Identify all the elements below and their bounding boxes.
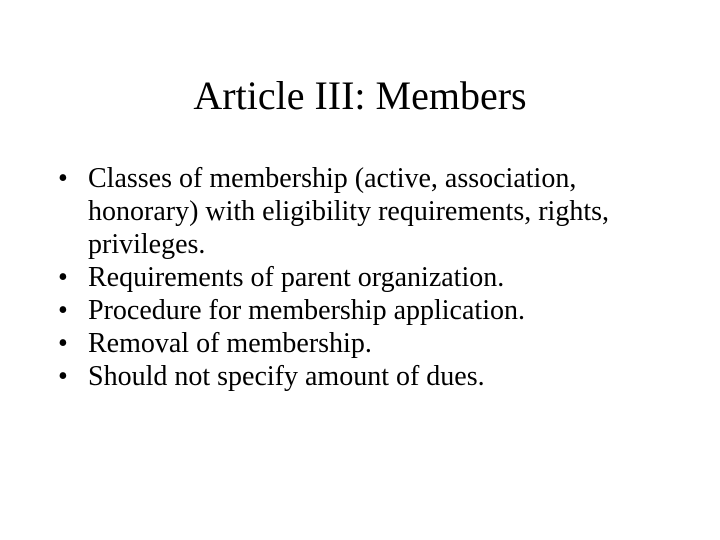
bullet-list — [58, 162, 678, 393]
bullet-icon: • — [58, 328, 68, 359]
bullet-text: Procedure for membership application. — [88, 295, 525, 326]
bullet-text: Requirements of parent organization. — [88, 262, 505, 293]
bullet-icon: • — [58, 262, 68, 293]
bullet-item — [58, 261, 678, 294]
bullet-item — [58, 327, 678, 360]
bullet-icon: • — [58, 295, 68, 326]
bullet-item — [58, 360, 678, 393]
bullet-item — [58, 294, 678, 327]
bullet-text: Classes of membership (active, association, honorary) with eligibility requirements, rights, privileges. — [88, 163, 610, 260]
slide-title: Article III: Members — [193, 73, 527, 118]
bullet-item — [58, 162, 678, 261]
bullet-text: Should not specify amount of dues. — [88, 361, 485, 392]
bullet-icon: • — [58, 163, 68, 194]
bullet-text: Removal of membership. — [88, 328, 372, 359]
bullet-icon: • — [58, 361, 68, 392]
